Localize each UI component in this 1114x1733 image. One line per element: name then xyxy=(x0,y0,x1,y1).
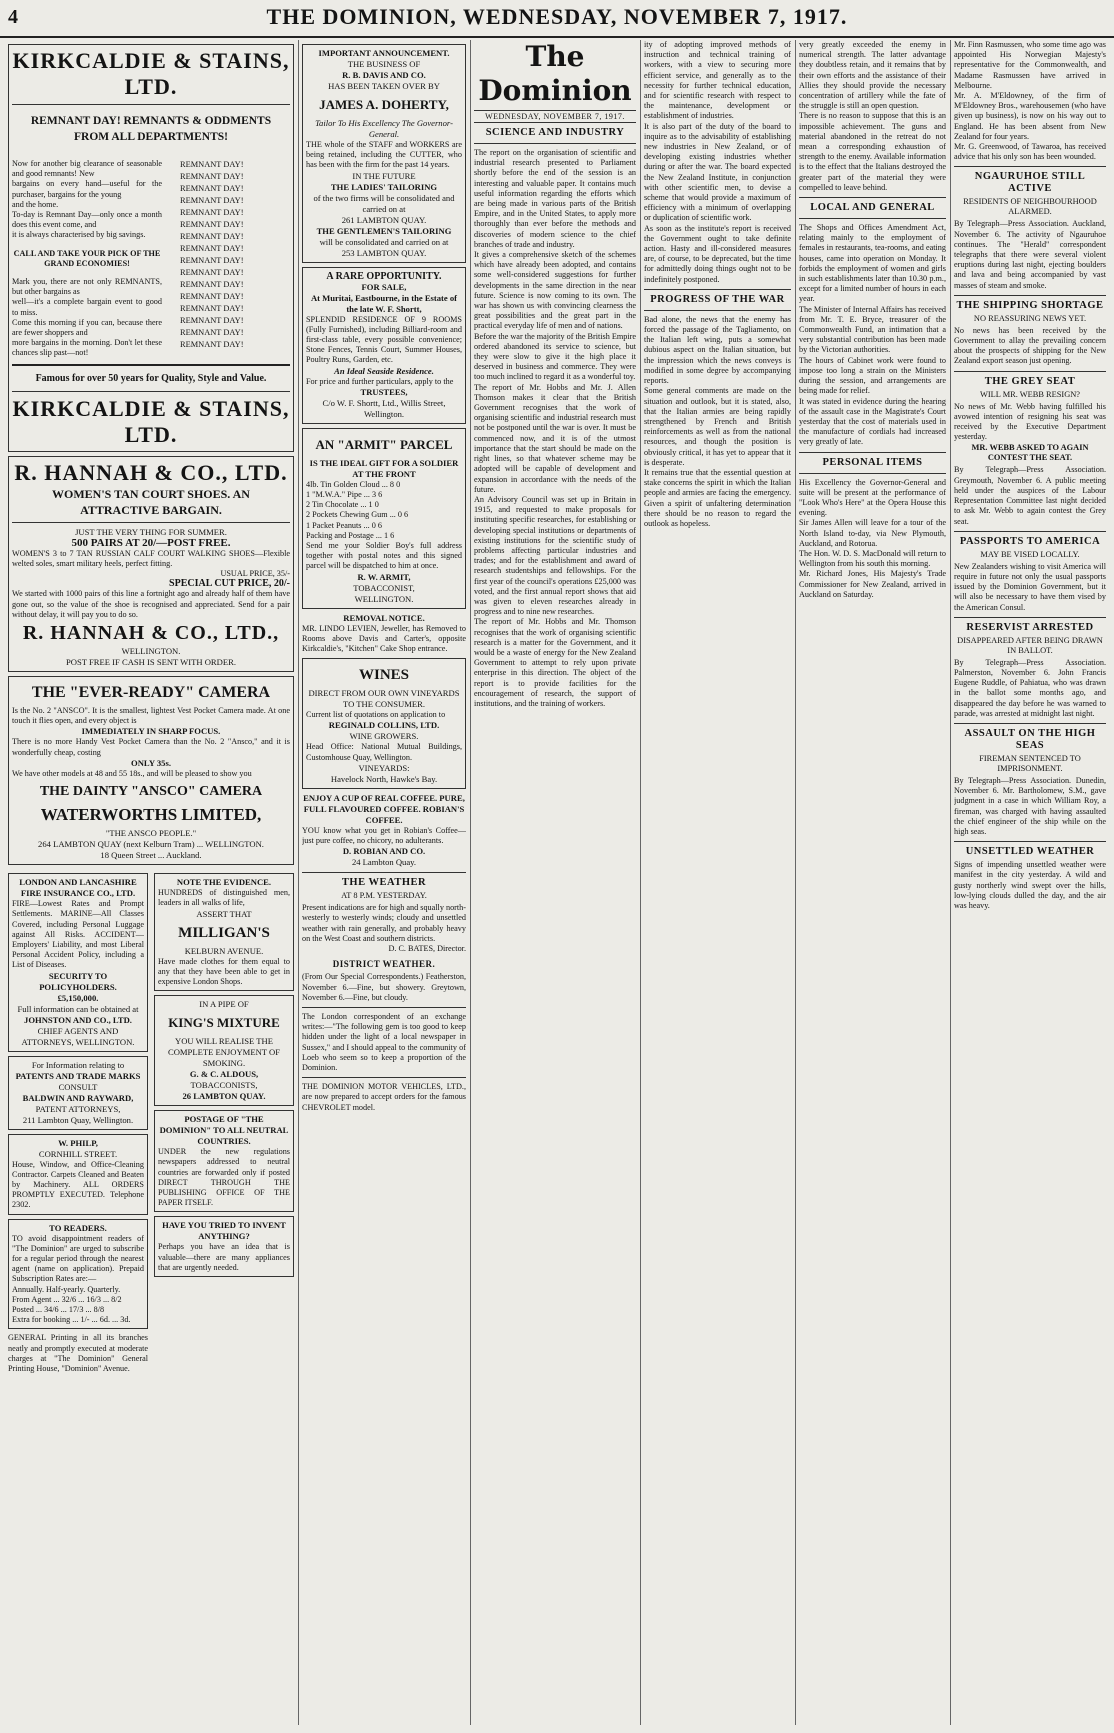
remnant-day-list: REMNANT DAY! REMNANT DAY! REMNANT DAY! REMNANT DAY! REMNANT DAY! REMNANT DAY! REMNANT DAY! REMNANT DAY! REMNANT DAY! REMNANT DAY! REMNANT DAY! REMNANT DAY! REMNANT DAY! REMNANT DAY! REMNANT DAY! REMNANT DAY! xyxy=(180,160,244,349)
kirkcaldie-call: CALL AND TAKE YOUR PICK OF THE GRAND ECONOMIES! xyxy=(13,248,161,268)
grey-seat-heading: THE GREY SEAT xyxy=(984,375,1076,387)
printing-notice: GENERAL Printing in all its branches neatly and promptly executed at moderate charges at "The Dominion" General Printing House, "Dominion" Avenue. xyxy=(8,1333,148,1373)
ansco-camera-advert: THE "EVER-READY" CAMERA Is the No. 2 "ANSCO". It is the smallest, lightest Vest Pocket Camera made. At one touch it flies open, and every object is IMMEDIATELY IN SHARP FOCUS. There is no more Handy Vest Pocket Camera than the No. 2 "Ansco," and it is wonderfully cheap, costing ONLY 35s. We have other models at 48 and 55 18s., and will be pleased to show you THE DAINTY "ANSCO" CAMERA WATERWORTHS LIMITED, "THE ANSCO PEOPLE." 264 LAMBTON QUAY (next Kelburn Tram) ... WELLINGTON. 18 Queen Street ... Auckland. xyxy=(8,676,294,865)
waterworths-title: WATERWORTHS LIMITED, xyxy=(40,805,262,825)
patents-advert: For Information relating to PATENTS AND TRADE MARKS CONSULT BALDWIN AND RAYWARD, PATENT ATTORNEYS, 211 Lambton Quay, Wellington. xyxy=(8,1056,148,1130)
progress-of-war-heading: PROGRESS OF THE WAR xyxy=(650,293,785,305)
insurance-advert: LONDON AND LANCASHIRE FIRE INSURANCE CO., LTD. FIRE—Lowest Rates and Prompt Settlements. MARINE—All Classes Covered, including Personal Luggage against All Risks. ACCIDENT—Employers' Liability, and most Liberal Personal Accident Policy, including a List of Diseases. SECURITY TO POLICYHOLDERS. £5,150,000. Full information can be obtained at JOHNSTON AND CO., LTD. CHIEF AGENTS AND ATTORNEYS, WELLINGTON. xyxy=(8,873,148,1051)
kirkcaldie-title: KIRKCALDIE & STAINS, LTD. xyxy=(12,48,290,99)
ngauruhoe-heading: NGAURUHOE STILL ACTIVE xyxy=(974,171,1086,195)
running-header xyxy=(0,0,1114,38)
hannah-advert: R. HANNAH & CO., LTD. WOMEN'S TAN COURT SHOES. AN ATTRACTIVE BARGAIN. JUST THE VERY THING FOR SUMMER. 500 PAIRS AT 20/—POST FREE. WOMEN'S 3 to 7 TAN RUSSIAN CALF COURT WALKING SHOES—Flexible welted soles, smart military heels, perfect fitting. USUAL PRICE, 35/- SPECIAL CUT PRICE, 20/- We started with 1000 pairs of this line a fortnight ago and already half of them have gone out, so the value of the shoe is recognised and appreciated. Send for a pair without delay, it will pay you to do so. R. HANNAH & CO., LTD., WELLINGTON. POST FREE IF CASH IS SENT WITH ORDER. xyxy=(8,456,294,672)
advert-column-1 xyxy=(8,40,294,1725)
hannah-footer-title: R. HANNAH & CO., LTD., xyxy=(22,622,280,645)
personal-items-heading: PERSONAL ITEMS xyxy=(822,456,923,468)
assault-heading: ASSAULT ON THE HIGH SEAS xyxy=(964,727,1096,751)
news-column-6: Mr. Finn Rasmussen, who some time ago was appointed His Norwegian Majesty's representative for the Commonwealth, and Madame Rasmussen have arrived in Melbourne. Mr. A. M'Eldowney, of the firm of M'Eldowney Bros., warehousemen (who have given up business), is now on his way out to England. He has been absent from New Zealand for four years. Mr. G. Greenwood, of Tawaroa, has received advice that his only son has been wounded. NGAURUHOE STILL ACTIVE RESIDENTS OF NEIGHBOURHOOD ALARMED. By Telegraph—Press Association. Auckland, November 6. The activity of Ngauruhoe continues. The "Herald" correspondent telegraphs that there were several violent eruptions during last night, ejecting boulders and lava and being accompanied by vast masses of steam and smoke. THE SHIPPING SHORTAGE NO REASSURING NEWS YET. No news has been received by the Government to allay the prevailing concern about the prospects of shipping for the New Zealand export season just opening. THE GREY SEAT WILL MR. WEBB RESIGN? No news of Mr. Webb having fulfilled his avowed intention of resigning his seat was received by the Executive Department yesterday. MR. WEBB ASKED TO AGAIN CONTEST THE SEAT. By Telegraph—Press Association. Greymouth, November 6. A public meeting held under the auspices of the Labour Representation Committee last night decided to ask Mr. Webb to again contest the Grey seat. PASSPORTS TO AMERICA MAY BE VISED LOCALLY. New Zealanders wishing to visit America will require in future not only the usual passports issued by the Dominion Government, but it will also be necessary to have them vised by the American Consul. RESERVIST ARRESTED DISAPPEARED AFTER BEING DRAWN IN BALLOT. By Telegraph—Press Association. Palmerston, November 6. John Francis Eugene Ruddle, of Pahiatua, who was drawn in the ballot some months ago, and disappeared the day before he was warned to parade, was arrested at midnight last night. ASSAULT ON THE HIGH SEAS FIREMAN SENTENCED TO IMPRISONMENT. By Telegraph—Press Association. Dunedin, November 6. Mr. Bartholomew, S.M., gave judgment in a case in which William Roy, a fireman, was charged with having assaulted the chief engineer of the ship while on the high seas. UNSETTLED WEATHER Signs of impending unsettled weather were manifest in the city yesterday. A wild and gusty northerly wind swept over the hills, low-lying clouds dulled the day, and the air was heavy. xyxy=(954,40,1106,910)
small-adverts-row xyxy=(8,869,294,1374)
column-rule xyxy=(950,40,951,1725)
editorial-column: The Dominion WEDNESDAY, NOVEMBER 7, 1917. SCIENCE AND INDUSTRY The report on the organisation of scientific and industrial research presented to Parliament shortly before the end of the session is an interesting and valuable paper. It contains much useful information regarding the efforts which are being made in various parts of the British Empire, and in the United States, to apply more thoroughly than ever before the methods and discoveries of modern science to the chief branches of trade and industry. It gives a comprehensive sketch of the schemes which have already been adopted, and contains some well-considered suggestions for further developments in the same direction in the near future. Science is now coming to its own. The war has shown us with convincing clearness the great possibilities and the great part in the practical everyday life of men and of nations. Before the war the majority of the British Empire ordered abandoned its service to science, but they were slow to give it the high place it deserved in business and commerce. They were too much inclined to regard it as a wonderful toy. The report of Mr. Hobbs and Mr. J. Allen Thomson makes it clear that the British Government recognises that the work of organising scientific and industrial research must not be postponed until the war is over. It must be commenced now, and it is of the utmost importance that the start should be made on the right lines, so that whatever scheme may be adopted will be capable of development and expansion in accordance with the needs of the future. An Advisory Council was set up in Britain in 1915, and requested to make proposals for instituting specific researches, for establishing or developing special institutions or departments of existing institutions for the scientific study of problems affecting particular industries and trades; and for the establishment and award of research studentships and fellowships. For the first year of the council's operations £25,000 was voted, and the first annual report shows that aid was given to eleven researches already in progress and to nine new researches. The report of Mr. Hobbs and Mr. Thomson recognises that the work of organising scientific research is a matter for the Government, and it would be a waste of energy for the New Zealand Government to attempt to rely upon private enterprise in this direction. The object of the report is to provide facilities for the encouragement of research, the support of institutions, and the training of workers. xyxy=(474,40,636,708)
kings-mixture-advert: IN A PIPE OF KING'S MIXTURE YOU WILL REALISE THE COMPLETE ENJOYMENT OF SMOKING. G. & C. ALDOUS, TOBACCONISTS, 26 LAMBTON QUAY. xyxy=(154,995,294,1106)
news-column-4: ity of adopting improved methods of instruction and technical training of workers, with a view to securing more efficient service, and generally as to the necessity for further technical education, and for scientific research with respect to the maintenance, development or establishment of industries. It is also part of the duty of the board to inquire as to the advisability of establishing new industries in New Zealand, or of developing existing industries whether during or after the war. The board expected the New Zealand Institute, in conjunction with other scientific men, to devise a scheme that would provide a maximum of efficiency with a minimum of overlapping or duplication of scientific work. As soon as the institute's report is received the Government ought to take definite action. Hasty and ill-considered measures are, of course, to be deprecated, but the time for admittedly doing things ought not to be indefinitely postponed. PROGRESS OF THE WAR Bad alone, the news that the enemy has forced the passage of the Tagliamento, on the Italian left wing, puts a somewhat dubious aspect on the Italian situation, but the impression which the news conveys is modified in some degree by accompanying reports. Some general comments are made on the situation and outlook, but it is stated, also, that the Italian armies are being rapidly strengthened by French and British reinforcements as well as from the national resources, and though the position is obviously critical, it has yet to appear that it is desperate. It remains true that the essential question at stake concerns the spirit in which the Italian people and armies are facing the emergency. Given a spirit of unfaltering determination there should be no reason to regard the outlook as hopeless. xyxy=(644,40,791,528)
weather-heading: THE WEATHER xyxy=(341,877,427,889)
remnant-block xyxy=(12,159,290,359)
page-number: 4 xyxy=(8,6,18,28)
hannah-subtitle: WOMEN'S TAN COURT SHOES. AN ATTRACTIVE BARGAIN. xyxy=(52,486,250,517)
unsettled-weather-heading: UNSETTLED WEATHER xyxy=(965,846,1095,858)
reservist-heading: RESERVIST ARRESTED xyxy=(966,621,1094,633)
editorial-heading: SCIENCE AND INDUSTRY xyxy=(485,127,625,138)
column-rule xyxy=(470,40,471,1725)
armit-advert: AN "ARMIT" PARCEL IS THE IDEAL GIFT FOR A SOLDIER AT THE FRONT 4lb. Tin Golden Cloud ... 8 0 1 "M.W.A." Pipe ... 3 6 2 Tin Chocolate ... 1 0 2 Pockets Chewing Gum ... 0 6 1 Packet Peanuts ... 0 6 Packing and Postage ... 1 6 Send me your Soldier Boy's full address together with postal notes and this signed parcel will be dispatched to him at once. R. W. ARMIT, TOBACCONIST, WELLINGTON. xyxy=(302,428,466,609)
newspaper-running-title: THE DOMINION, WEDNESDAY, NOVEMBER 7, 1917. xyxy=(266,4,848,29)
wines-advert: WINES DIRECT FROM OUR OWN VINEYARDS TO THE CONSUMER. Current list of quotations on application to REGINALD COLLINS, LTD. WINE GROWERS. Head Office: National Mutual Buildings, Customhouse Quay, Wellington. VINEYARDS: Havelock North, Hawke's Bay. xyxy=(302,658,466,789)
column-rule xyxy=(640,40,641,1725)
camera-title: THE "EVER-READY" CAMERA xyxy=(31,684,271,702)
doherty-announcement: IMPORTANT ANNOUNCEMENT. THE BUSINESS OF R. B. DAVIS AND CO. HAS BEEN TAKEN OVER BY JAMES A. DOHERTY, Tailor To His Excellency The Governor-General. THE whole of the STAFF and WORKERS are being retained, including the CUTTER, who has been with the firm for the past 14 years. IN THE FUTURE THE LADIES' TAILORING of the two firms will be consolidated and carried on at 261 LAMBTON QUAY. THE GENTLEMEN'S TAILORING will be consolidated and carried on at 253 LAMBTON QUAY. xyxy=(302,44,466,263)
kirkcaldie-advert xyxy=(8,44,294,452)
invent-advert: HAVE YOU TRIED TO INVENT ANYTHING? Perhaps you have an idea that is valuable—there are many appliances that are urgently needed. xyxy=(154,1216,294,1277)
kirkcaldie-footer-title: KIRKCALDIE & STAINS, LTD. xyxy=(12,395,290,447)
readers-notice: TO READERS. TO avoid disappointment readers of "The Dominion" are urged to subscribe for a regular period through the nearest agent (name on application). Prepaid Subscription Rates are:— Annually. Half-yearly. Quarterly. From Agent ... 32/6 ... 16/3 ... 8/2 Posted ... 34/6 ... 17/3 ... 8/8 Extra for booking ... 1/- ... 6d. ... 3d. xyxy=(8,1219,148,1330)
sale-advert: A RARE OPPORTUNITY. FOR SALE, At Muritai, Eastbourne, in the Estate of the late W. F. Shortt, SPLENDID RESIDENCE OF 9 ROOMS (Fully Furnished), including Billiard-room and first-class table, every possible convenience; Stone Fences, Tennis Court, Summer Houses, Poultry Runs, Garden, etc. An Ideal Seaside Residence. For price and further particulars, apply to the TRUSTEES, C/o W. F. Shortt, Ltd., Willis Street, Wellington. xyxy=(302,267,466,424)
postage-notice: POSTAGE OF "THE DOMINION" TO ALL NEUTRAL COUNTRIES. UNDER the new regulations newspapers addressed to neutral countries are forwarded only if posted DIRECT THROUGH THE PUBLISHING OFFICE OF THE PAPER ITSELF. xyxy=(154,1110,294,1212)
hannah-title: R. HANNAH & CO., LTD. xyxy=(14,459,288,485)
news-column-5: very greatly exceeded the enemy in numerical strength. The latter advantage they doubtless retain, and it remains that by their own efforts and the assistance of their Allies they should provide the necessary concentration of artillery while the fate of the struggle is still an open question. There is no reason to suppose that this is an impossible achievement. The guns and material abandoned in the retreat do not mean a corresponding exhaustion of strength to the enemy. Available information is to the effect that the Italians destroyed the greater part of the material they were compelled to leave behind. LOCAL AND GENERAL The Shops and Offices Amendment Act, relating mainly to the employment of females in restaurants, tea-rooms, and eating houses, came into operation on Monday. It forbids the employment of women and girls in such establishments later than 10.30 p.m., except for a limited number of hours in each year. The Minister of Internal Affairs has received from Mr. T. E. Bryce, treasurer of the Commonwealth Fund, an intimation that a very substantial contribution has been made by the Victorian authorities. The hours of Cabinet work were found to impose too long a strain on the Ministers during the session, and arrangements are being made for relief. It was stated in evidence during the hearing of the assault case in the Magistrate's Court yesterday that the cost of materials used in the manufacture of cordials had increased very greatly of late. PERSONAL ITEMS His Excellency the Governor-General and suite will be present at the performance of "Look Who's Here" at the Opera House this evening. Sir James Allen will leave for a tour of the North Island to-day, via New Plymouth, Auckland, and Rotorua. The Hon. W. D. S. MacDonald will return to Wellington from his south this morning. Mr. Richard Jones, His Majesty's Trade Commissioner for New Zealand, arrived in Auckland on Saturday. xyxy=(799,40,946,599)
column-rule xyxy=(795,40,796,1725)
shipping-heading: THE SHIPPING SHORTAGE xyxy=(956,299,1104,311)
editorial-dateline: WEDNESDAY, NOVEMBER 7, 1917. xyxy=(474,110,636,123)
small-adverts-right xyxy=(154,869,294,1374)
passports-heading: PASSPORTS TO AMERICA xyxy=(959,535,1101,547)
local-general-heading: LOCAL AND GENERAL xyxy=(810,202,935,214)
kirkcaldie-tagline: Famous for over 50 years for Quality, Style and Value. xyxy=(35,372,267,384)
small-adverts-left xyxy=(8,869,148,1374)
advert-column-2: IMPORTANT ANNOUNCEMENT. THE BUSINESS OF R. B. DAVIS AND CO. HAS BEEN TAKEN OVER BY JAMES A. DOHERTY, Tailor To His Excellency The Governor-General. THE whole of the STAFF and WORKERS are being retained, including the CUTTER, who has been with the firm for the past 14 years. IN THE FUTURE THE LADIES' TAILORING of the two firms will be consolidated and carried on at 261 LAMBTON QUAY. THE GENTLEMEN'S TAILORING will be consolidated and carried on at 253 LAMBTON QUAY. A RARE OPPORTUNITY. FOR SALE, At Muritai, Eastbourne, in the Estate of the late W. F. Shortt, SPLENDID RESIDENCE OF 9 ROOMS (Fully Furnished), including Billiard-room and first-class table, every possible convenience; Stone Fences, Tennis Court, Summer Houses, Poultry Runs, Garden, etc. An Ideal Seaside Residence. For price and further particulars, apply to the TRUSTEES, C/o W. F. Shortt, Ltd., Willis Street, Wellington. AN "ARMIT" PARCEL IS THE IDEAL GIFT FOR A SOLDIER AT THE FRONT 4lb. Tin Golden Cloud ... 8 0 1 "M.W.A." Pipe ... 3 6 2 Tin Chocolate ... 1 0 2 Pockets Chewing Gum ... 0 6 1 Packet Peanuts ... 0 6 Packing and Postage ... 1 6 Send me your Soldier Boy's full address together with postal notes and this signed parcel will be dispatched to him at once. R. W. ARMIT, TOBACCONIST, WELLINGTON. REMOVAL NOTICE. MR. LINDO LEVIEN, Jeweller, has Removed to Rooms above Davis and Carter's, opposite Kirkcaldie's, "Kitchen" Cake Shop entrance. WINES DIRECT FROM OUR OWN VINEYARDS TO THE CONSUMER. Current list of quotations on application to REGINALD COLLINS, LTD. WINE GROWERS. Head Office: National Mutual Buildings, Customhouse Quay, Wellington. VINEYARDS: Havelock North, Hawke's Bay. ENJOY A CUP OF REAL COFFEE. PURE, FULL FLAVOURED COFFEE. ROBIAN'S COFFEE. YOU know what you get in Robian's Coffee—just pure coffee, no chicory, no adulterants. D. ROBIAN AND CO. 24 Lambton Quay. THE WEATHER AT 8 P.M. YESTERDAY. Present indications are for high and squally north-westerly to westerly winds; cloudy and unsettled weather with rain generally, and probably heavy on the West Coast and southern districts. D. C. BATES, Director. DISTRICT WEATHER. (From Our Special Correspondents.) Featherston, November 6.—Fine, but showery. Greytown, November 6.—Fine, but cloudy. The London correspondent of an exchange writes:—"The following gem is too good to keep hidden under the light of a local newspaper in Sussex," and I should appeal to the community of Loeb who seem so to keep a proportion of the Dominion. THE DOMINION MOTOR VEHICLES, LTD., are now prepared to accept orders for the famous CHEVROLET model. xyxy=(302,40,466,1725)
dominion-nameplate: The Dominion xyxy=(478,40,632,107)
philp-advert: W. PHILP, CORNHILL STREET. House, Window, and Office-Cleaning Contractor. Carpets Cleaned and Beaten by Machinery. ALL ORDERS PROMPTLY EXECUTED. Telephone 2302. xyxy=(8,1134,148,1215)
milligans-advert: NOTE THE EVIDENCE. HUNDREDS of distinguished men, leaders in all walks of life, ASSERT THAT MILLIGAN'S KELBURN AVENUE. Have made clothes for them equal to any that they have been able to get in expensive London Shops. xyxy=(154,873,294,991)
kirkcaldie-copy: Now for another big clearance of seasonable and good remnants! New bargains on every hand—useful for the purchaser, bargains for the young and the home. To-day is Remnant Day—only once a month does this event come, and it is always characterised by big savings. CALL AND TAKE YOUR PICK OF THE GRAND ECONOMIES! Mark you, there are not only REMNANTS, but other bargains as well—it's a complete bargain event to good to miss. Come this morning if you can, because there are fewer shoppers and more bargains in the morning. Don't let these chances slip past—not! xyxy=(12,159,162,358)
kirkcaldie-subtitle: REMNANT DAY! REMNANTS & ODDMENTS FROM ALL DEPARTMENTS! xyxy=(30,115,272,143)
column-rule xyxy=(298,40,299,1725)
